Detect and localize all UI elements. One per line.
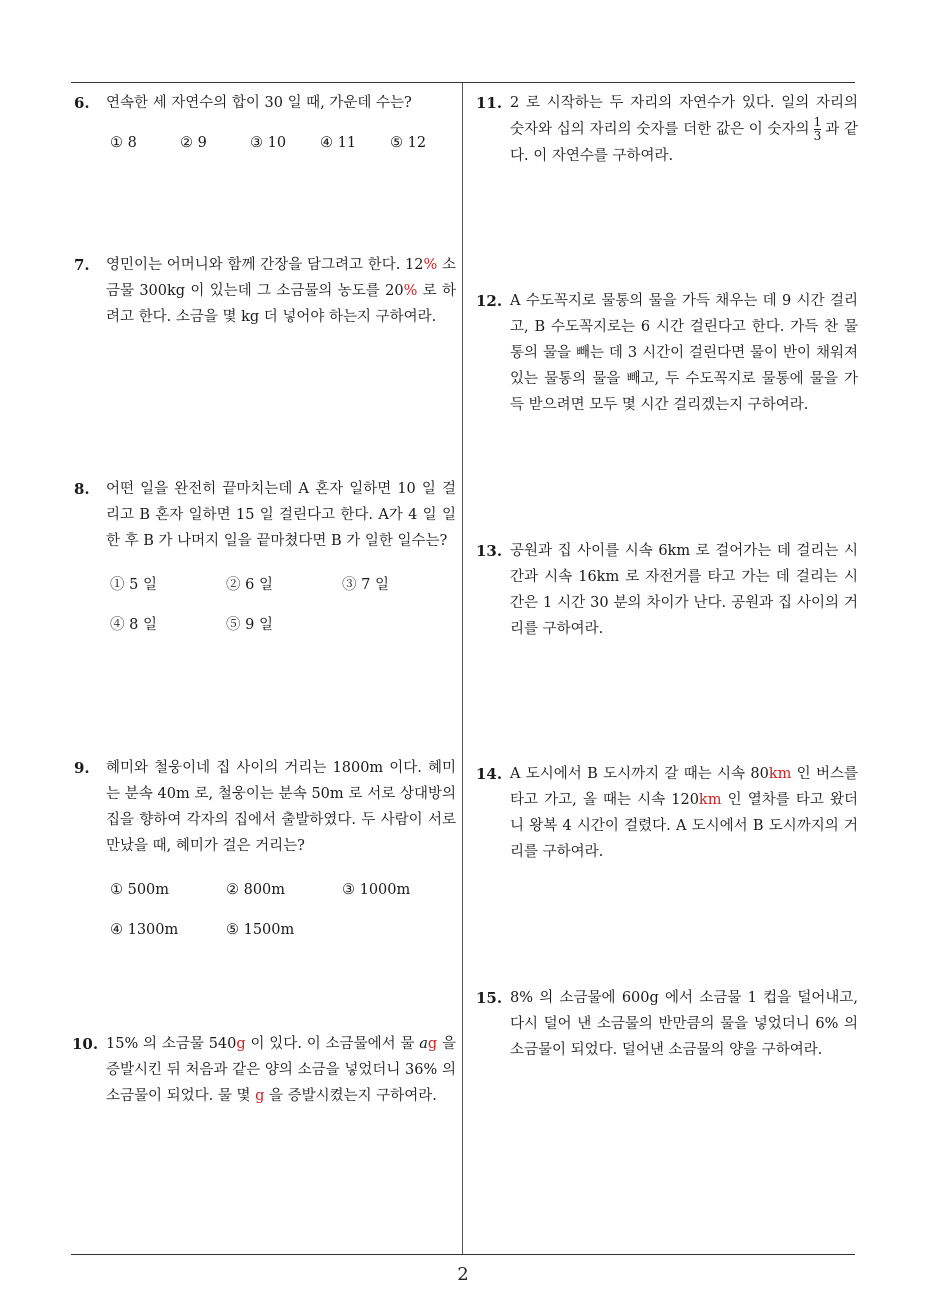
percent-sign: % bbox=[403, 283, 418, 299]
column-divider bbox=[462, 83, 463, 1254]
question-number: 15. bbox=[476, 989, 503, 1007]
choice-3[interactable]: ③ 1000m bbox=[342, 882, 411, 898]
question-number: 13. bbox=[476, 542, 503, 560]
question-number: 8. bbox=[74, 480, 90, 498]
fraction: $\frac{1}{3}$ bbox=[813, 115, 822, 143]
question-text: 어떤 일을 완전히 끝마치는데 A 혼자 일하면 10 일 걸리고 B 혼자 일하면 15 일 걸린다고 한다. A가 4 일 일한 후 B 가 나머지 일을 끝마쳤다면 B 가 일한 일수는? bbox=[106, 481, 456, 549]
question-number: 9. bbox=[74, 759, 90, 777]
choice-1[interactable]: ① 5 일 bbox=[110, 577, 157, 593]
question-number: 10. bbox=[72, 1035, 99, 1053]
choice-4[interactable]: ④ 8 일 bbox=[110, 617, 157, 633]
question-text: 15% 의 소금물 540g 이 있다. 이 소금물에서 물 ag 을 증발시킨 뒤 처음과 같은 양의 소금을 넣었더니 36% 의 소금물이 되었다. 물 몇 g 을 증발시켰는지 구하여라. bbox=[106, 1036, 456, 1104]
variable-a: a bbox=[419, 1036, 428, 1052]
question-6 bbox=[74, 90, 456, 156]
choice-1[interactable]: ① 8 bbox=[110, 135, 137, 151]
bottom-rule bbox=[71, 1254, 855, 1255]
unit-gram: g bbox=[236, 1036, 246, 1052]
question-number: 11. bbox=[476, 94, 503, 112]
question-11 bbox=[476, 90, 858, 169]
unit-gram: g bbox=[255, 1088, 265, 1104]
choice-5[interactable]: ⑤ 1500m bbox=[226, 922, 295, 938]
choice-3[interactable]: ③ 10 bbox=[250, 135, 287, 151]
question-14 bbox=[476, 761, 858, 865]
unit-km: km bbox=[768, 766, 792, 782]
question-7 bbox=[74, 252, 457, 330]
question-number: 7. bbox=[74, 256, 90, 274]
choice-5[interactable]: ⑤ 9 일 bbox=[226, 617, 273, 633]
question-number: 6. bbox=[74, 94, 90, 112]
question-15 bbox=[476, 985, 858, 1063]
choice-2[interactable]: ② 9 bbox=[180, 135, 207, 151]
question-number: 12. bbox=[476, 292, 503, 310]
question-13 bbox=[476, 538, 858, 642]
question-text: 8% 의 소금물에 600g 에서 소금물 1 컵을 덜어내고, 다시 덜어 낸 소금물의 반만큼의 물을 넣었더니 6% 의 소금물이 되었다. 덜어낸 소금물의 양을 구하여라. bbox=[510, 990, 858, 1058]
choice-3[interactable]: ③ 7 일 bbox=[342, 577, 389, 593]
choice-5[interactable]: ⑤ 12 bbox=[390, 135, 427, 151]
question-text: 연속한 세 자연수의 합이 30 일 때, 가운데 수는? bbox=[106, 95, 412, 111]
question-text: 공원과 집 사이를 시속 6km 로 걸어가는 데 걸리는 시간과 시속 16km 로 자전거를 타고 가는 데 걸리는 시간은 1 시간 30 분의 차이가 난다. 공원과 집 사이의 거리를 구하여라. bbox=[510, 543, 858, 637]
question-10 bbox=[72, 1031, 456, 1109]
page-number: 2 bbox=[457, 1264, 469, 1285]
choice-4[interactable]: ④ 11 bbox=[320, 135, 357, 151]
question-text: A 도시에서 B 도시까지 갈 때는 시속 80km 인 버스를 타고 가고, 올 때는 시속 120km 인 열차를 타고 왔더니 왕복 4 시간이 걸렸다. A 도시에서 B 도시까지의 거리를 구하여라. bbox=[510, 766, 858, 860]
percent-sign: % bbox=[423, 257, 438, 273]
unit-km: km bbox=[698, 792, 722, 808]
choice-2[interactable]: ② 800m bbox=[226, 882, 286, 898]
question-text: 2 로 시작하는 두 자리의 자연수가 있다. 일의 자리의 숫자와 십의 자리의 숫자를 더한 값은 이 숫자의 $\frac{1}{3}$ 과 같다. 이 자연수를 구하여라. bbox=[510, 95, 858, 164]
choice-1[interactable]: ① 500m bbox=[110, 882, 170, 898]
choice-2[interactable]: ② 6 일 bbox=[226, 577, 273, 593]
question-number: 14. bbox=[476, 765, 503, 783]
choice-4[interactable]: ④ 1300m bbox=[110, 922, 179, 938]
question-text: 혜미와 철웅이네 집 사이의 거리는 1800m 이다. 혜미는 분속 40m 로, 철웅이는 분속 50m 로 서로 상대방의 집을 향하여 각자의 집에서 출발하였다. 두 사람이 서로 만났을 때, 혜미가 걸은 거리는? bbox=[106, 760, 456, 854]
question-12 bbox=[476, 288, 858, 418]
top-rule bbox=[71, 82, 855, 83]
question-9 bbox=[74, 755, 456, 947]
question-8 bbox=[74, 476, 456, 642]
question-text: 영민이는 어머니와 함께 간장을 담그려고 한다. 12% 소금물 300kg 이 있는데 그 소금물의 농도를 20% 로 하려고 한다. 소금을 몇 kg 더 넣어야 하는지 구하여라. bbox=[106, 257, 457, 325]
question-text: A 수도꼭지로 물통의 물을 가득 채우는 데 9 시간 걸리고, B 수도꼭지로는 6 시간 걸린다고 한다. 가득 찬 물통의 물을 빼는 데 3 시간이 걸린다면 물이 반이 채워져 있는 물통의 물을 빼고, 두 수도꼭지로 물통에 물을 가득 받으려면 모두 몇 시간 걸리겠는지 구하여라. bbox=[510, 293, 858, 413]
unit-gram: g bbox=[427, 1036, 438, 1052]
